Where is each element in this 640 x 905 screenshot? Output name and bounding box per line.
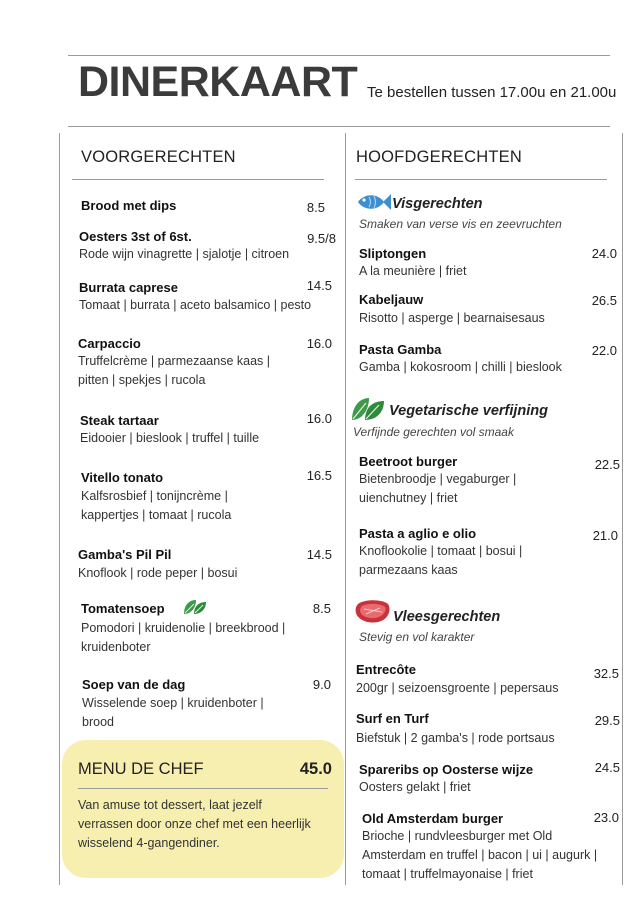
page-title: DINERKAART bbox=[78, 58, 358, 106]
left-column-border bbox=[59, 133, 60, 885]
chef-desc-line: wisselend 4-gangendiner. bbox=[78, 836, 220, 850]
menu-item-price: 16.0 bbox=[306, 411, 332, 426]
menu-item-description: Oosters gelakt | friet bbox=[359, 780, 471, 794]
menu-item-description: Tomaat | burrata | aceto balsamico | pesto bbox=[79, 298, 312, 312]
menu-item-price: 29.5 bbox=[594, 713, 620, 728]
menu-item-description: Risotto | asperge | bearnaisesaus bbox=[359, 311, 545, 325]
menu-item-description: tomaat | truffelmayonaise | friet bbox=[362, 867, 533, 881]
menu-item-description: Eidooier | bieslook | truffel | tuille bbox=[80, 431, 260, 445]
menu-item-description: Amsterdam en truffel | bacon | ui | augurk | bbox=[362, 848, 598, 862]
menu-item-price: 32.5 bbox=[593, 666, 619, 681]
menu-item-price: 24.5 bbox=[594, 760, 620, 775]
fish-icon bbox=[356, 191, 392, 213]
menu-item-description: Kalfsrosbief | tonijncrème | bbox=[81, 489, 228, 503]
menu-item-price: 14.5 bbox=[306, 278, 332, 293]
voorgerechten-rule bbox=[72, 179, 324, 180]
menu-item-name: Sliptongen bbox=[359, 246, 427, 261]
menu-item-price: 9.0 bbox=[312, 677, 331, 692]
menu-item-description: Pomodori | kruidenolie | breekbrood | bbox=[81, 621, 286, 635]
menu-item-name: Pasta Gamba bbox=[359, 342, 442, 357]
menu-item-description: Knoflook | rode peper | bosui bbox=[78, 566, 238, 580]
section-title-voorgerechten: VOORGERECHTEN bbox=[81, 148, 236, 166]
menu-item-price: 8.5 bbox=[312, 601, 331, 616]
menu-item-description: Gamba | kokosroom | chilli | bieslook bbox=[359, 360, 562, 374]
menu-item-name: Tomatensoep bbox=[81, 601, 165, 616]
menu-item-description: Biefstuk | 2 gamba's | rode portsaus bbox=[356, 731, 555, 745]
menu-item-price: 21.0 bbox=[592, 528, 618, 543]
menu-item-name: Old Amsterdam burger bbox=[362, 811, 504, 826]
leaf-icon bbox=[350, 394, 386, 422]
center-column-divider bbox=[345, 133, 346, 885]
right-column-border bbox=[622, 133, 623, 885]
subsection-title-vegetarisch: Vegetarische verfijning bbox=[389, 403, 549, 419]
menu-item-price: 16.5 bbox=[306, 468, 332, 483]
menu-item-price: 26.5 bbox=[591, 293, 617, 308]
chef-menu-rule bbox=[78, 788, 328, 789]
menu-item-price: 22.0 bbox=[591, 343, 617, 358]
menu-item-description: Brioche | rundvleesburger met Old bbox=[362, 829, 553, 843]
menu-item-description: A la meunière | friet bbox=[359, 264, 467, 278]
chef-menu-price: 45.0 bbox=[299, 760, 332, 778]
steak-icon bbox=[354, 598, 392, 624]
menu-item-description: uienchutney | friet bbox=[359, 491, 458, 505]
chef-menu-description bbox=[78, 796, 333, 853]
menu-item-name: Burrata caprese bbox=[79, 280, 178, 295]
menu-item-name: Surf en Turf bbox=[356, 711, 429, 726]
section-title-hoofdgerechten: HOOFDGERECHTEN bbox=[356, 148, 522, 166]
chef-menu-title: MENU DE CHEF bbox=[78, 760, 204, 778]
menu-item-description: Bietenbroodje | vegaburger | bbox=[359, 472, 517, 486]
menu-item-name: Carpaccio bbox=[78, 336, 141, 351]
menu-item-description: pitten | spekjes | rucola bbox=[78, 373, 206, 387]
subsection-title-vlees: Vleesgerechten bbox=[393, 609, 501, 625]
menu-item-price: 23.0 bbox=[593, 810, 619, 825]
menu-item-price: 14.5 bbox=[306, 547, 332, 562]
menu-item-name: Vitello tonato bbox=[81, 470, 164, 485]
chef-desc-line: Van amuse tot dessert, laat jezelf bbox=[78, 798, 262, 812]
header-top-rule bbox=[68, 55, 610, 56]
menu-item-name: Spareribs op Oosterse wijze bbox=[359, 762, 534, 777]
subsection-subtitle: Verfijnde gerechten vol smaak bbox=[353, 425, 514, 439]
subsection-subtitle: Smaken van verse vis en zeevruchten bbox=[359, 217, 562, 231]
hoofdgerechten-rule bbox=[355, 179, 607, 180]
menu-item-price: 16.0 bbox=[306, 336, 332, 351]
chef-desc-line: verrassen door onze chef met een heerlijk bbox=[78, 817, 311, 831]
subsection-title-vis: Visgerechten bbox=[392, 196, 483, 212]
menu-item-description: Truffelcrème | parmezaanse kaas | bbox=[78, 354, 270, 368]
menu-item-description: kruidenboter bbox=[81, 640, 151, 654]
menu-item-name: Soep van de dag bbox=[82, 677, 186, 692]
menu-item-price: 8.5 bbox=[306, 200, 325, 215]
ordering-hours: Te bestellen tussen 17.00u en 21.00u bbox=[367, 84, 617, 101]
menu-item-price: 9.5/8 bbox=[307, 231, 336, 246]
leaf-icon bbox=[182, 598, 208, 616]
menu-item-description: Rode wijn vinagrette | sjalotje | citroen bbox=[79, 247, 290, 261]
menu-item-description: Wisselende soep | kruidenboter | bbox=[82, 696, 264, 710]
menu-item-description: kappertjes | tomaat | rucola bbox=[81, 508, 232, 522]
menu-item-name: Steak tartaar bbox=[80, 413, 159, 428]
menu-item-name: Beetroot burger bbox=[359, 454, 458, 469]
menu-item-name: Brood met dips bbox=[81, 198, 177, 213]
subsection-subtitle: Stevig en vol karakter bbox=[359, 630, 475, 644]
menu-item-description: Knoflookolie | tomaat | bosui | bbox=[359, 544, 523, 558]
menu-item-name: Oesters 3st of 6st. bbox=[79, 229, 192, 244]
menu-item-price: 24.0 bbox=[591, 246, 617, 261]
header-bottom-rule bbox=[68, 126, 610, 127]
menu-item-name: Gamba's Pil Pil bbox=[78, 547, 172, 562]
menu-item-price: 22.5 bbox=[594, 457, 620, 472]
menu-item-description: 200gr | seizoensgroente | pepersaus bbox=[356, 681, 559, 695]
menu-item-name: Entrecôte bbox=[356, 662, 416, 677]
menu-item-name: Pasta a aglio e olio bbox=[359, 526, 477, 541]
menu-item-name: Kabeljauw bbox=[359, 292, 424, 307]
menu-item-description: brood bbox=[82, 715, 114, 729]
menu-item-description: parmezaans kaas bbox=[359, 563, 458, 577]
